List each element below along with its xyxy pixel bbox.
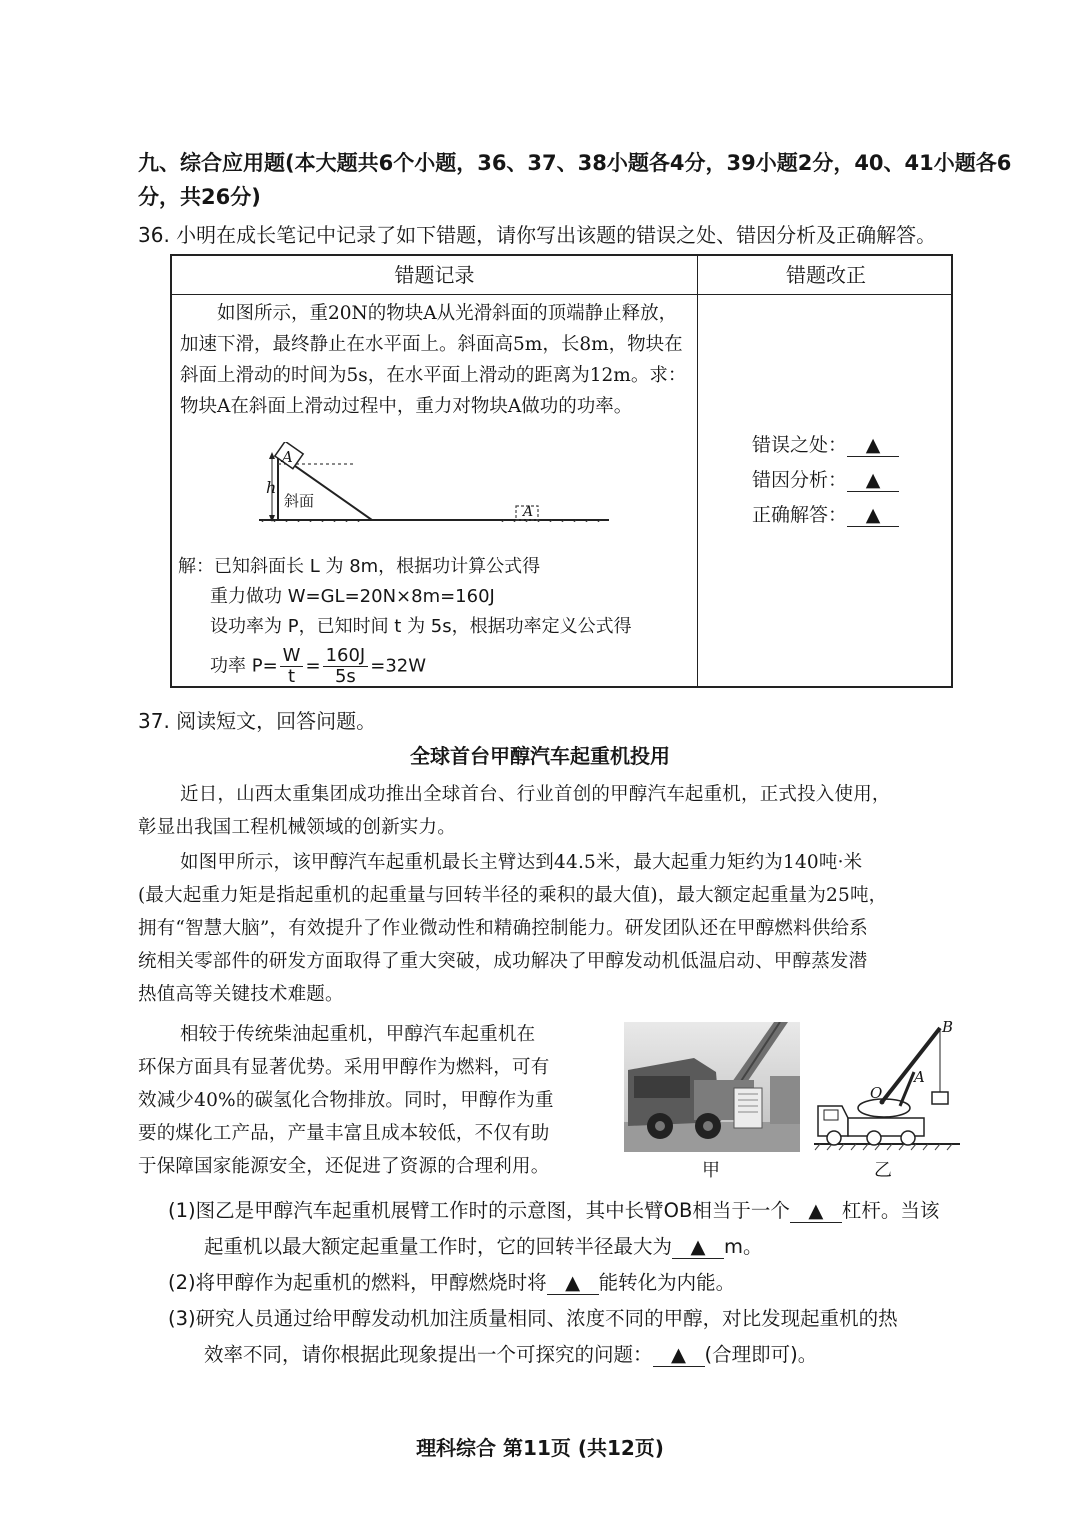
- sub-question-2: (2)将甲醇作为起重机的燃料，甲醇燃烧时将 ▲ 能转化为内能。: [168, 1271, 736, 1294]
- block-label-bottom: A: [523, 504, 534, 520]
- answer-blank-lever[interactable]: ▲: [790, 1200, 842, 1223]
- crane-schematic: [812, 1020, 962, 1152]
- error-record-table: [170, 254, 953, 688]
- article-paragraph-2: 如图甲所示，该甲醇汽车起重机最长主臂达到44.5米，最大起重力矩约为140吨·米 (最大起重力矩是指起重机的起重量与回转半径的乘积的最大值)，最大额定起重量为25吨， 拥有“智慧大脑”，有效提升了作业微动性和精确控制能力。研发团队还在甲醇燃料供给系 统相关零部件的研发方面取得了重大突破，成功解决了甲醇发动机低温启动、甲醇蒸发潜 热值高等关键技术难题。: [138, 852, 888, 1005]
- section-heading-line2: 分，共26分): [138, 185, 261, 209]
- sub-question-1-line2: 起重机以最大额定起重量工作时，它的回转半径最大为 ▲ m。: [204, 1235, 763, 1258]
- sub-question-1-line1: (1)图乙是甲醇汽车起重机展臂工作时的示意图，其中长臂OB相当于一个 ▲ 杠杆。当该: [168, 1199, 940, 1222]
- answer-blank-3[interactable]: ▲: [847, 504, 899, 527]
- answer-blank-question[interactable]: ▲: [653, 1344, 705, 1367]
- label-b: B: [942, 1018, 954, 1036]
- solution: 解：已知斜面长 L 为 8m，根据功计算公式得 重力做功 W=GL=20N×8m=160J 设功率为 P，已知时间 t 为 5s，根据功率定义公式得 功率 P= $\frac{W}{t}$ = $\frac{160J}{5s}$ =32W: [178, 556, 632, 687]
- q37-stem: 37. 阅读短文，回答问题。: [138, 709, 377, 733]
- article-paragraph-3: 相较于传统柴油起重机，甲醇汽车起重机在 环保方面具有显著优势。采用甲醇作为燃料，可有 效减少40%的碳氢化合物排放。同时，甲醇作为重 要的煤化工产品，产量丰富且成本较低，不仅有助 于保障国家能源安全，还促进了资源的合理利用。: [138, 1024, 554, 1177]
- table-header-record: 错题记录: [394, 263, 475, 287]
- article-paragraph-1: 近日，山西太重集团成功推出全球首台、行业首创的甲醇汽车起重机，正式投入使用， 彰显出我国工程机械领域的创新实力。: [138, 784, 891, 838]
- q36-stem: 36. 小明在成长笔记中记录了如下错题，请你写出该题的错误之处、错因分析及正确解答。: [138, 223, 937, 247]
- answer-blank-energy[interactable]: ▲: [547, 1272, 599, 1295]
- answer-blank-2[interactable]: ▲: [847, 469, 899, 492]
- correction-column: 错误之处： ▲ 错因分析： ▲ 正确解答： ▲: [752, 428, 899, 533]
- slope-label: 斜面: [284, 492, 315, 510]
- label-a: A: [914, 1068, 925, 1086]
- problem-text: 如图所示，重20N的物块A从光滑斜面的顶端静止释放，加速下滑，最终静止在水平面上。斜面高5m，长8m，物块在斜面上滑动的时间为5s，在水平面上滑动的距离为12m。求：物块A在斜面上滑动过程中，重力对物块A做功的功率。: [180, 303, 687, 417]
- crane-truck-photo: [624, 1022, 800, 1152]
- block-label-top: A: [282, 448, 293, 466]
- answer-blank-1[interactable]: ▲: [847, 434, 899, 457]
- sub-question-3-line2: 效率不同，请你根据此现象提出一个可探究的问题： ▲ (合理即可)。: [204, 1343, 818, 1366]
- table-header-correction: 错题改正: [786, 263, 866, 287]
- sub-question-3-line1: (3)研究人员通过给甲醇发动机加注质量相同、浓度不同的甲醇，对比发现起重机的热: [168, 1307, 898, 1330]
- answer-blank-radius[interactable]: ▲: [672, 1236, 724, 1259]
- height-label: h: [266, 478, 277, 497]
- page-footer: 理科综合 第11页 (共12页): [416, 1436, 664, 1460]
- label-o: O: [870, 1084, 883, 1102]
- fig-yi-caption: 乙: [874, 1160, 892, 1181]
- article-title: 全球首台甲醇汽车起重机投用: [410, 744, 670, 768]
- fig-jia-caption: 甲: [702, 1160, 720, 1181]
- section-heading-line1: 九、综合应用题(本大题共6个小题，36、37、38小题各4分，39小题2分，40、41小题各6: [138, 151, 1012, 175]
